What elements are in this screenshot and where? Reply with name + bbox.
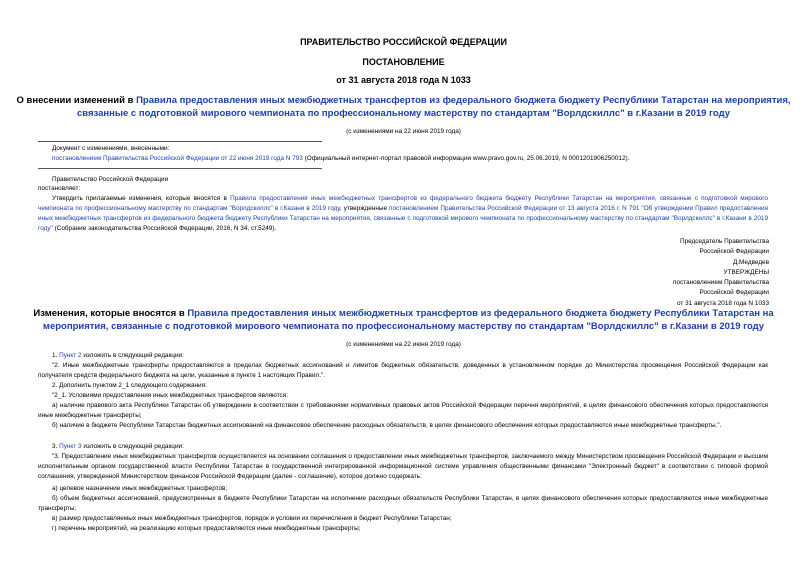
signature-line-1: Председатель Правительства [680, 238, 769, 245]
item-1-text: изложить в следующей редакции: [81, 352, 184, 359]
changes-title-line2 [0, 321, 807, 332]
item-2: 2. Дополнить пунктом 2_1 следующего содержания: [52, 382, 207, 389]
amending-decree-source: (Официальный интернет-портал правовой информации www.pravo.gov.ru, 25.06.2019, N 0001201906250012). [302, 155, 630, 162]
signature-line-2: Российской Федерации [699, 248, 769, 256]
changes-title-line1 [0, 308, 807, 319]
approve-text-2: , утвержденные [339, 205, 390, 213]
item-3-d: г) перечень мероприятий, на реализацию которых предоставляются иные межбюджетные трансферты; [52, 525, 361, 532]
preamble-government: Правительство Российской Федерации [52, 176, 169, 183]
item-3-b: б) объем бюджетных ассигнований, предусмотренных в бюджете Республики Татарстан на исполнение расходных обязательств Республики Татарстан, в целях финансового обеспечения которых предоставляются иные межбюджетные трансферты; [38, 495, 768, 513]
rules-link-approve[interactable]: Правила предоставления иных межбюджетных трансфертов из федерального бюджета бюджету Республики Татарстан на мероприятия, связанные с подготовкой мирового чемпионата по профессиональному мастерству по стандартам "Ворлдскиллс" в г.Казани в 2019 году [38, 195, 768, 213]
approved-line-4: от 31 августа 2018 года N 1033 [676, 299, 769, 307]
point-3-link[interactable]: Пункт 3 [59, 443, 82, 450]
item-3-prefix: 3. [52, 443, 60, 450]
changes-doc-line [52, 154, 629, 164]
approved-line-2: постановлением Правительства [673, 279, 769, 287]
doc-title-line2 [0, 108, 807, 119]
item-3 [38, 442, 768, 452]
approve-text-1: Утвердить прилагаемые изменения, которые вносятся в [52, 195, 231, 202]
item-2-b: б) наличие в бюджете Республики Татарстан бюджетных ассигнований на финансовое обеспечение расходных обязательств, в целях финансового обеспечения которых предоставляются иные межбюджетные трансферты.". [52, 422, 722, 429]
revision-note: (с изменениями на 22 июня 2019 года) [346, 128, 461, 135]
preamble-decrees: постановляет: [38, 185, 81, 192]
decree-791-link[interactable]: постановлением Правительства Российской Федерации от 13 августа 2016 г. N 791 "Об утверждении Правил предоставления иных межбюджетных трансфертов из федерального бюджета бюджету Республики Татарстан на мероприятия, связанные с подготовкой мирового чемпионата по профессиональному мастерству по стандартам "Ворлдскиллс" в г.Казани в 2019 году" [38, 205, 768, 233]
changes-title-prefix: Изменения, которые вносятся в [33, 308, 188, 319]
doc-title-prefix: О внесении изменений в [16, 95, 137, 106]
item-2-a: а) наличие правового акта Республики Татарстан об утверждении в соответствии с требованиями нормативных правовых актов Российской Федерации перечня мероприятий, в целях финансового обеспечения которых предоставляются иные межбюджетные трансферты; [38, 402, 768, 420]
signature-block [673, 237, 769, 309]
approve-paragraph [38, 194, 768, 234]
doc-date-number: от 31 августа 2018 года N 1033 [336, 75, 471, 85]
item-1 [38, 351, 768, 361]
doc-type-heading: ПОСТАНОВЛЕНИЕ [362, 57, 445, 67]
rules-link-changes-a[interactable]: Правила предоставления иных межбюджетных трансфертов из федерального бюджета бюджету Республики Татарстан на [187, 308, 774, 319]
item-1-prefix: 1. [52, 352, 60, 359]
changes-doc-label: Документ с изменениями, внесенными: [52, 145, 170, 152]
doc-title-line1 [0, 95, 807, 106]
rules-link-title-b[interactable]: связанные с подготовкой мирового чемпионата по профессиональному мастерству по стандартам "Ворлдскиллс" в г.Казани в 2019 году [77, 108, 730, 119]
approved-line-1: УТВЕРЖДЕНЫ [723, 268, 769, 276]
item-3-quote: "3. Предоставление иных межбюджетных трансфертов осуществляется на основании соглашения о предоставлении иных межбюджетных трансфертов, заключаемого между Министерством просвещения Российской Федерации и высшим исполнительным органом государственной власти Республики Татарстан в государственной интегрированной информационной системе управления общественными финансами "Электронный бюджет" в соответствии с типовой формой соглашения, утвержденной Министерством финансов Российской Федерации (далее - соглашение), которое должно содержать: [38, 453, 768, 481]
item-3-c: в) размер предоставляемых иных межбюджетных трансфертов, порядок и условия их перечисления в бюджет Республики Татарстан; [52, 515, 452, 522]
divider-bottom [38, 168, 322, 169]
item-1-quote: "2. Иные межбюджетные трансферты предоставляются в пределах бюджетных ассигнований и лимитов бюджетных обязательств, доведенных в установленном порядке до Министерства просвещения Российской Федерации как получателя средств федерального бюджета на цели, указанные в пункте 1 настоящих Правил.". [38, 362, 768, 380]
rules-link-changes-b[interactable]: мероприятия, связанные с подготовкой мирового чемпионата по профессиональному мастерству по стандартам "Ворлдскиллс" в г.Казани в 2019 году [42, 321, 765, 332]
item-2-1: "2_1. Условиями предоставления иных межбюджетных трансфертов являются: [52, 392, 288, 399]
divider-top [38, 141, 322, 142]
item-3-a: а) целевое назначение иных межбюджетных трансфертов; [52, 485, 228, 492]
item-3-text: изложить в следующей редакции: [81, 443, 184, 450]
revision-note-2: (с изменениями на 22 июня 2019 года) [346, 341, 461, 348]
government-heading: ПРАВИТЕЛЬСТВО РОССИЙСКОЙ ФЕДЕРАЦИИ [300, 37, 507, 47]
approve-text-3: (Собрание законодательства Российской Федерации, 2016, N 34, ст.5249). [52, 225, 277, 233]
point-2-link[interactable]: Пункт 2 [59, 352, 82, 359]
amending-decree-link[interactable]: постановлением Правительства Российской Федерации от 22 июня 2019 года N 793 [52, 155, 303, 162]
rules-link-title-a[interactable]: Правила предоставления иных межбюджетных трансфертов из федерального бюджета бюджету Республики Татарстан на мероприятия, [136, 95, 791, 106]
signature-name: Д.Медведев [732, 258, 769, 266]
approved-line-3: Российской Федерации [699, 289, 769, 297]
